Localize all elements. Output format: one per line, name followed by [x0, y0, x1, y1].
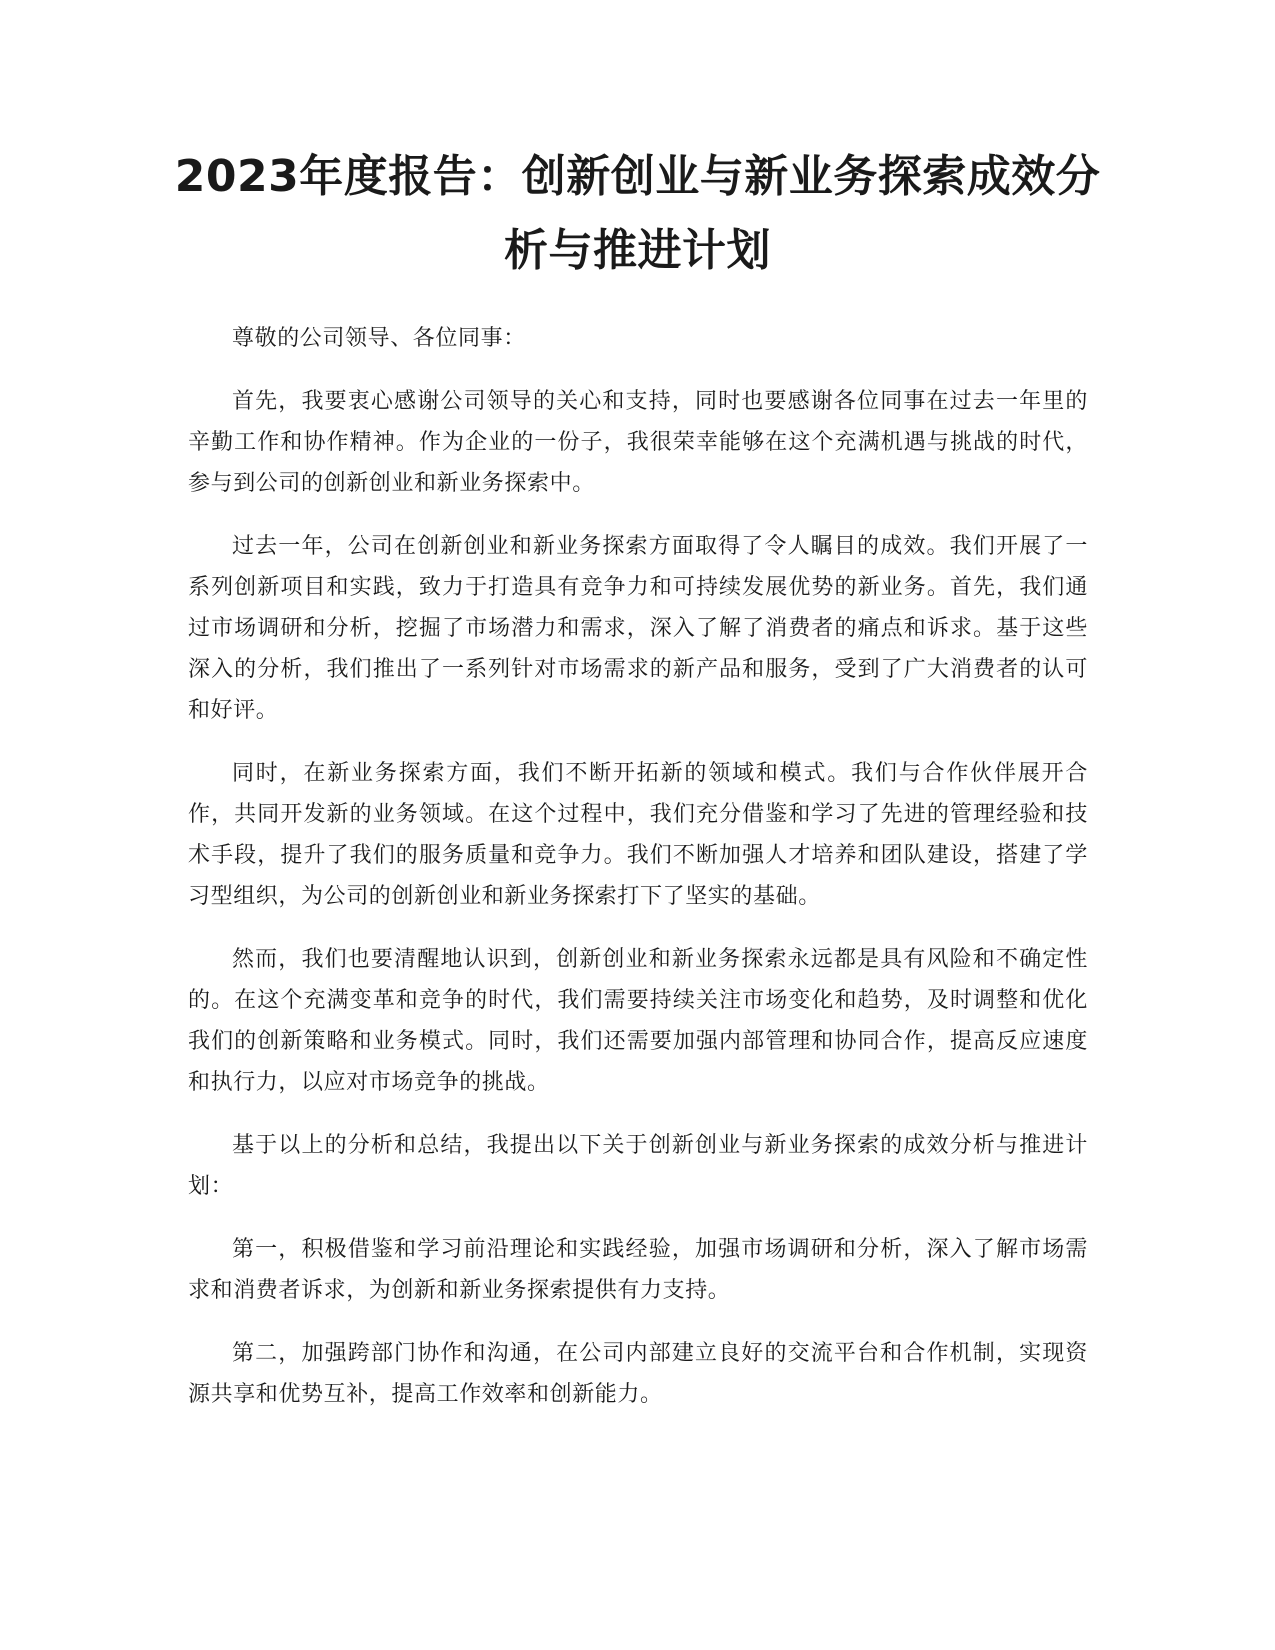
document-body [188, 318, 1088, 1437]
body-paragraph: 第一，积极借鉴和学习前沿理论和实践经验，加强市场调研和分析，深入了解市场需求和消费者诉求，为创新和新业务探索提供有力支持。 [188, 1237, 1088, 1303]
body-paragraph: 同时，在新业务探索方面，我们不断开拓新的领域和模式。我们与合作伙伴展开合作，共同开发新的业务领域。在这个过程中，我们充分借鉴和学习了先进的管理经验和技术手段，提升了我们的服务质量和竞争力。我们不断加强人才培养和团队建设，搭建了学习型组织，为公司的创新创业和新业务探索打下了坚实的基础。 [188, 761, 1088, 909]
body-paragraph: 首先，我要衷心感谢公司领导的关心和支持，同时也要感谢各位同事在过去一年里的辛勤工作和协作精神。作为企业的一份子，我很荣幸能够在这个充满机遇与挑战的时代，参与到公司的创新创业和新业务探索中。 [188, 389, 1088, 496]
body-paragraph: 基于以上的分析和总结，我提出以下关于创新创业与新业务探索的成效分析与推进计划： [188, 1133, 1088, 1199]
document-title: 2023年度报告：创新创业与新业务探索成效分析与推进计划 [174, 151, 1101, 276]
body-paragraph: 过去一年，公司在创新创业和新业务探索方面取得了令人瞩目的成效。我们开展了一系列创新项目和实践，致力于打造具有竞争力和可持续发展优势的新业务。首先，我们通过市场调研和分析，挖掘了市场潜力和需求，深入了解了消费者的痛点和诉求。基于这些深入的分析，我们推出了一系列针对市场需求的新产品和服务，受到了广大消费者的认可和好评。 [188, 534, 1088, 723]
body-paragraph: 第二，加强跨部门协作和沟通，在公司内部建立良好的交流平台和合作机制，实现资源共享和优势互补，提高工作效率和创新能力。 [188, 1341, 1088, 1407]
body-paragraph: 然而，我们也要清醒地认识到，创新创业和新业务探索永远都是具有风险和不确定性的。在这个充满变革和竞争的时代，我们需要持续关注市场变化和趋势，及时调整和优化我们的创新策略和业务模式。同时，我们还需要加强内部管理和协同合作，提高反应速度和执行力，以应对市场竞争的挑战。 [188, 947, 1088, 1095]
salutation-paragraph: 尊敬的公司领导、各位同事： [232, 326, 526, 351]
